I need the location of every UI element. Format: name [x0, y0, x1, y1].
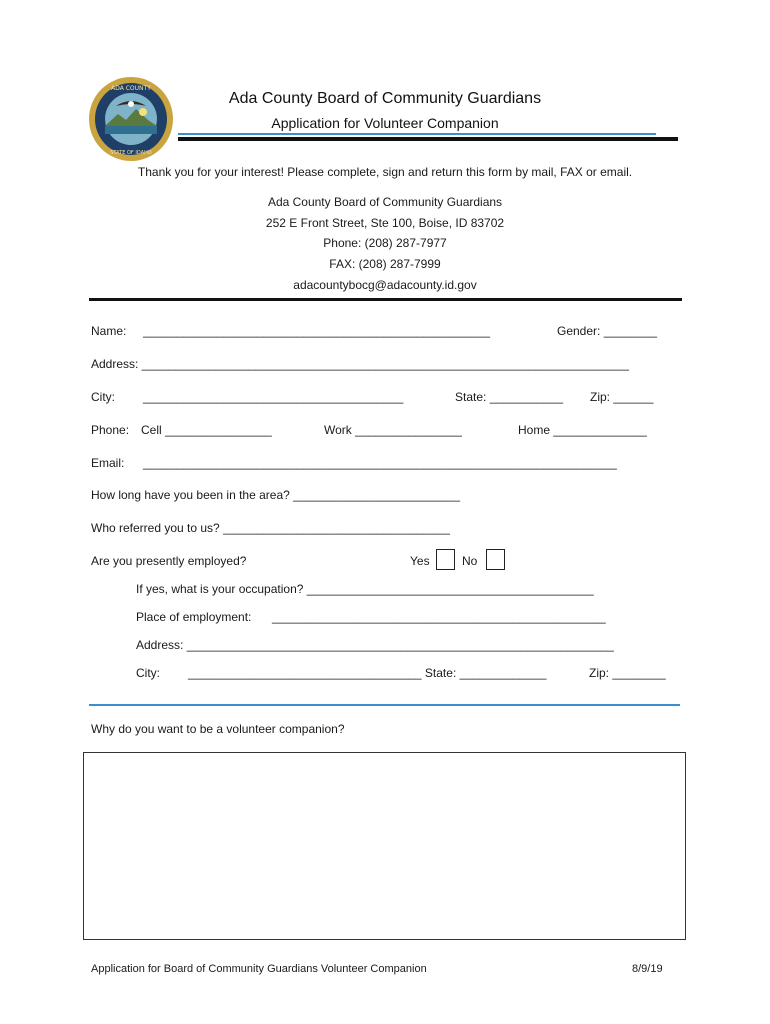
gender-field[interactable]: Gender: ________ [557, 324, 658, 338]
address-field[interactable]: Address: _________________________________________________________________________ [91, 357, 629, 371]
email-field[interactable]: _______________________________________________________________________ [143, 456, 617, 470]
section-divider [89, 298, 682, 301]
no-checkbox[interactable] [486, 549, 505, 570]
name-label: Name: [91, 324, 127, 338]
contact-org: Ada County Board of Community Guardians [267, 195, 503, 209]
referred-by-field[interactable]: Who referred you to us? __________________________________ [91, 521, 450, 535]
header-divider-black [178, 137, 678, 141]
section-divider-blue [89, 704, 680, 706]
contact-phone: Phone: (208) 287-7977 [323, 236, 447, 250]
cell-phone-field[interactable]: Cell ________________ [141, 423, 272, 437]
page-title: Ada County Board of Community Guardians [228, 90, 542, 107]
employer-city-label: City: [136, 666, 160, 680]
yes-label: Yes [410, 554, 430, 568]
work-phone-field[interactable]: Work ________________ [324, 423, 462, 437]
svg-text:STATE OF IDAHO: STATE OF IDAHO [110, 150, 152, 156]
why-answer-box[interactable] [83, 752, 686, 940]
employer-city-state-field[interactable]: ___________________________________ State: _____________ [188, 666, 547, 680]
employer-zip-field[interactable]: Zip: ________ [589, 666, 666, 680]
occupation-field[interactable]: If yes, what is your occupation? ___________________________________________ [136, 582, 594, 596]
page-subtitle: Application for Volunteer Companion [271, 115, 499, 131]
city-field[interactable]: _______________________________________ [143, 390, 404, 404]
employer-address-field[interactable]: Address: ________________________________________________________________ [136, 638, 614, 652]
contact-street: 252 E Front Street, Ste 100, Boise, ID 83702 [265, 216, 505, 230]
home-phone-field[interactable]: Home ______________ [518, 423, 647, 437]
employed-question: Are you presently employed? [91, 554, 247, 568]
footer-form-title: Application for Board of Community Guardians Volunteer Companion [91, 963, 427, 975]
yes-checkbox[interactable] [436, 549, 455, 570]
svg-text:ADA COUNTY: ADA COUNTY [111, 85, 151, 92]
email-label: Email: [91, 456, 125, 470]
intro-text: Thank you for your interest! Please complete, sign and return this form by mail, FAX or email. [137, 165, 633, 179]
zip-field[interactable]: Zip: ______ [590, 390, 654, 404]
contact-fax: FAX: (208) 287-7999 [329, 257, 441, 271]
name-field[interactable]: ____________________________________________________ [143, 324, 491, 338]
footer-date: 8/9/19 [632, 963, 663, 975]
header-divider-blue [178, 133, 656, 135]
why-question: Why do you want to be a volunteer companion? [91, 722, 345, 736]
contact-email: adacountybocg@adacounty.id.gov [293, 278, 477, 292]
phone-label: Phone: [91, 423, 130, 437]
city-label: City: [91, 390, 115, 404]
no-label: No [462, 554, 478, 568]
employment-place-label: Place of employment: [136, 610, 252, 624]
state-field[interactable]: State: ___________ [455, 390, 564, 404]
area-duration-field[interactable]: How long have you been in the area? _________________________ [91, 488, 460, 502]
employment-place-field[interactable]: __________________________________________________ [272, 610, 606, 624]
